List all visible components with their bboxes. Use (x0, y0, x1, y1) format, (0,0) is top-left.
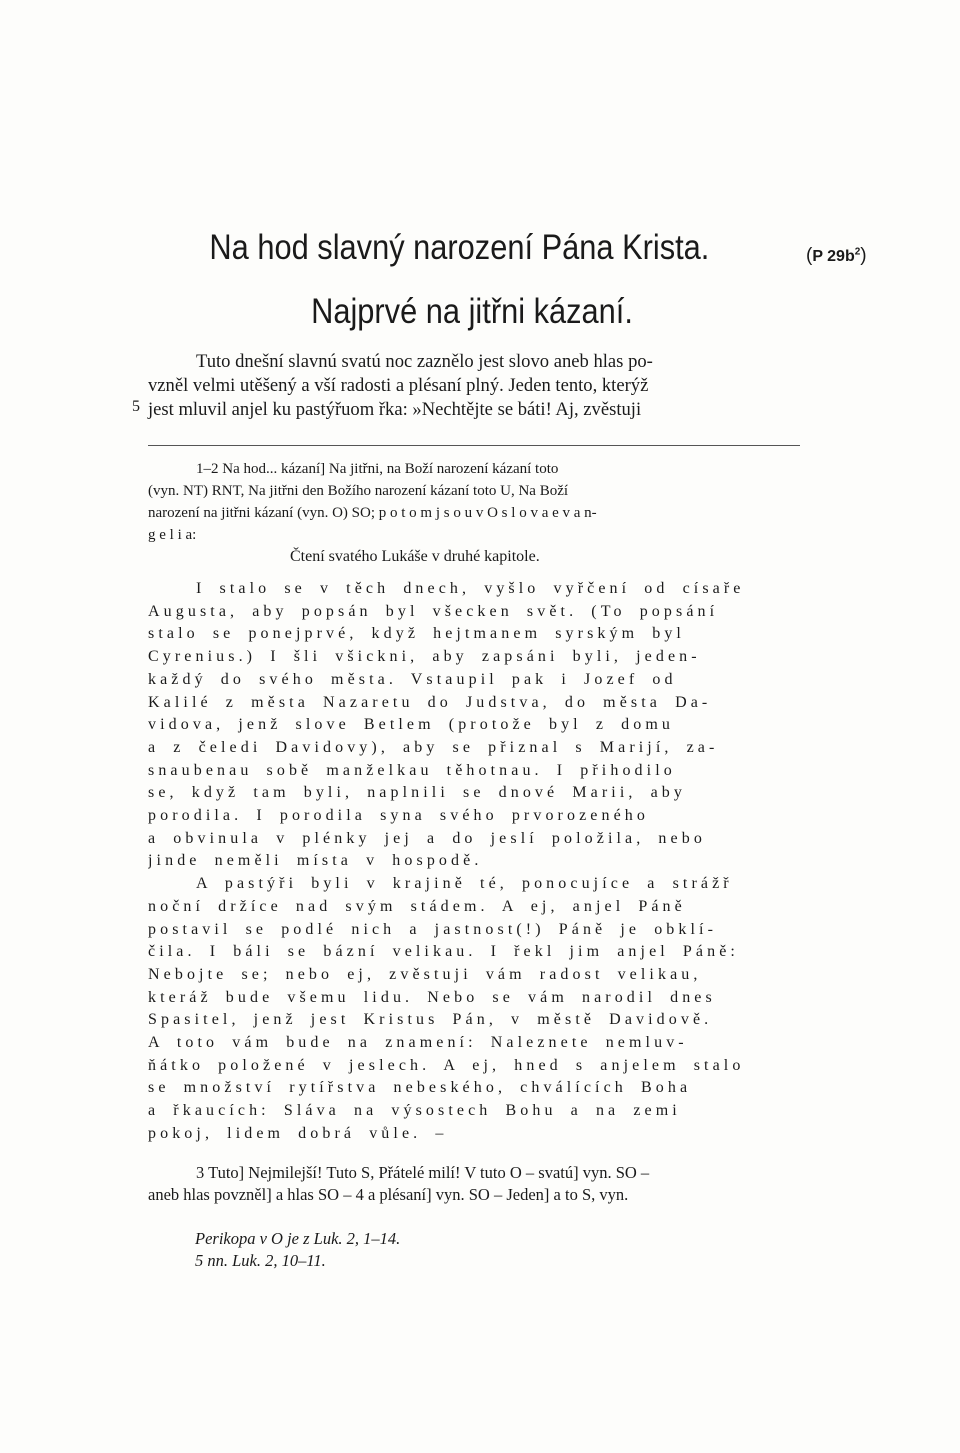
gospel-line: se, když tam byli, naplnili se dnové Marii, aby (148, 784, 686, 802)
gospel-line: jinde neměli místa v hospodě. (148, 852, 483, 870)
gospel-line: porodila. I porodila syna svého prvorozeného (148, 807, 649, 825)
line-number: 5 (132, 398, 140, 415)
gospel-text (148, 578, 800, 1146)
gospel-line: Kalilé z města Nazaretu do Judstva, do města Da- (148, 693, 712, 711)
gospel-line: Nebojte se; nebo ej, zvěstuji vám radost velikau, (148, 965, 702, 983)
chapter-heading: Čtení svatého Lukáše v druhé kapitole. (290, 548, 540, 565)
gospel-line: I stalo se v těch dnech, vyšlo vyřčení od císaře (196, 580, 745, 597)
gospel-line: čila. I báli se bázní velikau. I řekl jim anjel Páně: (148, 943, 739, 961)
gospel-line: A toto vám bude na znamení: Naleznete nemluv- (148, 1034, 688, 1052)
gospel-line: vidova, jenž slove Betlem (protože byl z domu (148, 716, 674, 734)
apparatus-line: (vyn. NT) RNT, Na jitřni den Božího narození kázaní toto U, Na Boží (148, 483, 569, 499)
gospel-line: snaubenau sobě manželkau těhotnau. I přihodilo (148, 761, 676, 779)
apparatus-divider (148, 445, 800, 447)
page-subtitle: Najprvé na jitřni kázaní. (311, 292, 633, 331)
gospel-line: pokoj, lidem dobrá vůle. – (148, 1124, 448, 1142)
note-line: aneb hlas povzněl] a hlas SO – 4 a plésaní] vyn. SO – Jeden] a to S, vyn. (148, 1185, 629, 1204)
reference-line: Perikopa v O je z Luk. 2, 1–14. (195, 1229, 401, 1248)
gospel-line: postavil se podlé nich a jastnost(!) Páně je obklí- (148, 920, 718, 938)
textual-notes (148, 1162, 800, 1206)
gospel-line: kteráž bude všemu lidu. Nebo se vám narodil dnes (148, 988, 716, 1006)
signature-text: P 29b (812, 248, 855, 265)
gospel-line: a obvinula v plénky jej a do jeslí položila, nebo (148, 829, 706, 847)
apparatus-line: 1–2 Na hod... kázaní] Na jitřni, na Boží narození kázaní toto (196, 461, 559, 477)
intro-line: Tuto dnešní slavnú svatú noc zaznělo jest slovo aneb hlas po- (196, 351, 653, 372)
gospel-line: Cyrenius.) I šli všickni, aby zapsáni byli, jeden- (148, 648, 701, 666)
scripture-references (195, 1228, 400, 1272)
page-title: Na hod slavný narození Pána Krista. (209, 228, 710, 267)
intro-line: vzněl velmi utěšený a vší radosti a plésaní plný. Jeden tento, kterýž (148, 375, 649, 396)
gospel-line: noční držíce nad svým stádem. A ej, anjel Páně (148, 897, 686, 915)
intro-paragraph (148, 350, 800, 422)
intro-line: jest mluvil anjel ku pastýřuom řka: »Nechtějte se báti! Aj, zvěstuji (148, 399, 642, 420)
gospel-line: každý do svého města. Vstaupil pak i Jozef od (148, 670, 677, 688)
gospel-line: a řkaucích: Sláva na výsostech Bohu a na zemi (148, 1102, 681, 1120)
gospel-line: se množství rytířstva nebeského, chválících Boha (148, 1079, 692, 1097)
gospel-line: A pastýři byli v krajině té, ponocujíce a strážř (196, 875, 733, 893)
signature-superscript: 2 (854, 246, 861, 258)
apparatus-line: narození na jitřni kázaní (vyn. O) SO; p o t o m j s o u v O s l o v a e v a n- (148, 505, 597, 521)
gospel-line: ňátko položené v jeslech. A ej, hned s anjelem stalo (148, 1056, 745, 1074)
critical-apparatus (148, 458, 800, 546)
manuscript-signature: (P $29b^2$) (806, 245, 867, 266)
note-line: 3 Tuto] Nejmilejší! Tuto S, Přátelé milí! V tuto O – svatú] vyn. SO – (196, 1163, 650, 1182)
gospel-line: Augusta, aby popsán byl všecken svět. (To popsání (148, 602, 719, 620)
gospel-line: a z čeledi Davidovy), aby se přiznal s Marijí, za- (148, 738, 719, 756)
reference-line: 5 nn. Luk. 2, 10–11. (195, 1251, 326, 1270)
gospel-line: stalo se ponejprvé, když hejtmanem syrským byl (148, 625, 685, 643)
apparatus-line: g e l i a: (148, 527, 197, 543)
gospel-line: Spasitel, jenž jest Kristus Pán, v městě Davidově. (148, 1011, 713, 1029)
